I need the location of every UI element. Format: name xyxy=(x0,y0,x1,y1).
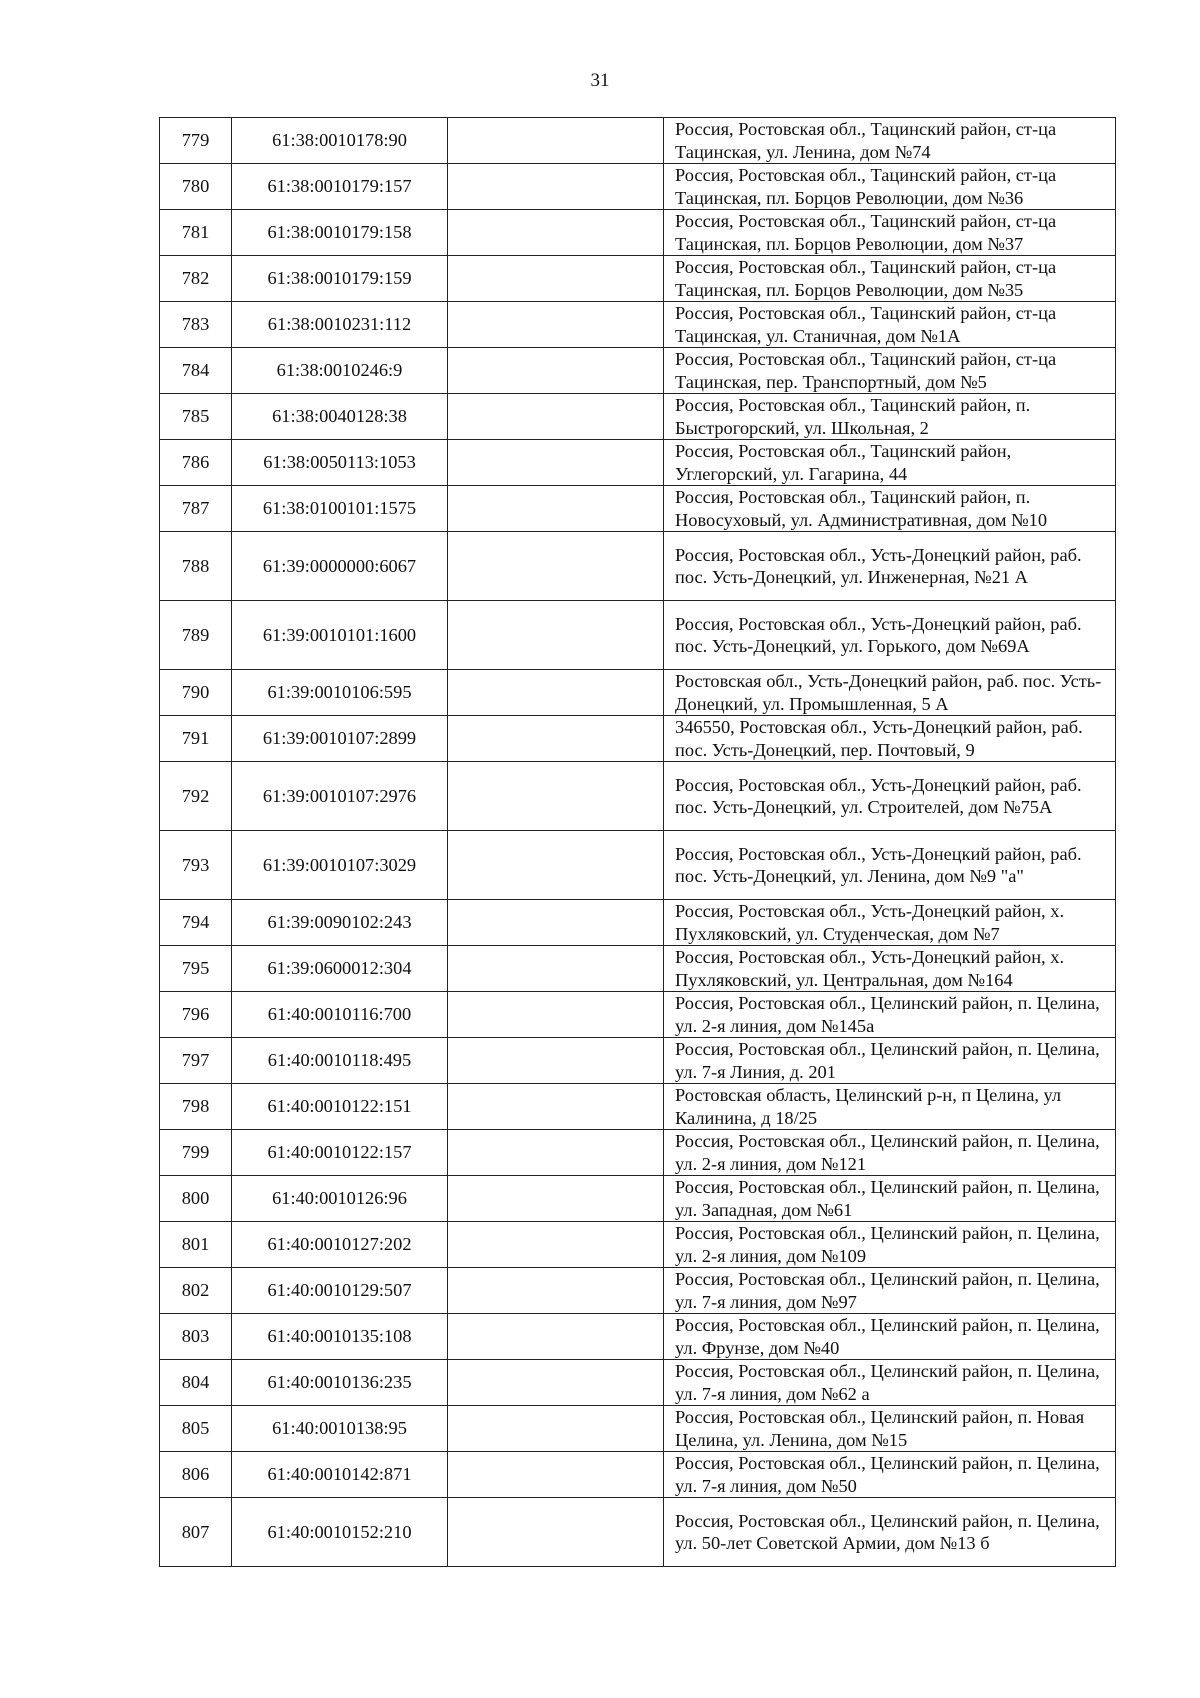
address: Россия, Ростовская обл., Целинский район, п. Целина, ул. 7-я линия, дом №97 xyxy=(664,1268,1116,1314)
row-number: 799 xyxy=(160,1130,232,1176)
address: Россия, Ростовская обл., Целинский район, п. Целина, ул. 7-я линия, дом №62 а xyxy=(664,1360,1116,1406)
empty-cell xyxy=(448,946,664,992)
row-number: 807 xyxy=(160,1498,232,1567)
cadastral-number: 61:40:0010136:235 xyxy=(232,1360,448,1406)
address: Россия, Ростовская обл., Целинский район, п. Целина, ул. 7-я Линия, д. 201 xyxy=(664,1038,1116,1084)
cadastral-number: 61:39:0600012:304 xyxy=(232,946,448,992)
cadastral-number: 61:40:0010118:495 xyxy=(232,1038,448,1084)
empty-cell xyxy=(448,164,664,210)
cadastral-number: 61:40:0010142:871 xyxy=(232,1452,448,1498)
address: Россия, Ростовская обл., Тацинский район, ст-ца Тацинская, пл. Борцов Революции, дом №37 xyxy=(664,210,1116,256)
table-row xyxy=(160,256,1116,302)
row-number: 796 xyxy=(160,992,232,1038)
registry-body xyxy=(160,118,1116,1567)
empty-cell xyxy=(448,1268,664,1314)
empty-cell xyxy=(448,992,664,1038)
empty-cell xyxy=(448,440,664,486)
cadastral-number: 61:38:0050113:1053 xyxy=(232,440,448,486)
cadastral-number: 61:40:0010129:507 xyxy=(232,1268,448,1314)
row-number: 793 xyxy=(160,831,232,900)
table-row xyxy=(160,532,1116,601)
row-number: 797 xyxy=(160,1038,232,1084)
cadastral-number: 61:38:0010179:157 xyxy=(232,164,448,210)
address: Ростовская область, Целинский р-н, п Целина, ул Калинина, д 18/25 xyxy=(664,1084,1116,1130)
row-number: 789 xyxy=(160,601,232,670)
row-number: 803 xyxy=(160,1314,232,1360)
address: Россия, Ростовская обл., Тацинский район, п. Быстрогорский, ул. Школьная, 2 xyxy=(664,394,1116,440)
empty-cell xyxy=(448,302,664,348)
row-number: 794 xyxy=(160,900,232,946)
address: 346550, Ростовская обл., Усть-Донецкий район, раб. пос. Усть-Донецкий, пер. Почтовый, 9 xyxy=(664,716,1116,762)
cadastral-number: 61:40:0010116:700 xyxy=(232,992,448,1038)
empty-cell xyxy=(448,831,664,900)
empty-cell xyxy=(448,1176,664,1222)
row-number: 802 xyxy=(160,1268,232,1314)
row-number: 804 xyxy=(160,1360,232,1406)
cadastral-number: 61:40:0010138:95 xyxy=(232,1406,448,1452)
empty-cell xyxy=(448,256,664,302)
address: Россия, Ростовская обл., Тацинский район, ст-ца Тацинская, ул. Ленина, дом №74 xyxy=(664,118,1116,164)
address: Ростовская обл., Усть-Донецкий район, раб. пос. Усть-Донецкий, ул. Промышленная, 5 А xyxy=(664,670,1116,716)
address: Россия, Ростовская обл., Усть-Донецкий район, раб. пос. Усть-Донецкий, ул. Ленина, дом №9 "а" xyxy=(664,831,1116,900)
empty-cell xyxy=(448,210,664,256)
address: Россия, Ростовская обл., Целинский район, п. Целина, ул. Западная, дом №61 xyxy=(664,1176,1116,1222)
address: Россия, Ростовская обл., Целинский район, п. Целина, ул. 7-я линия, дом №50 xyxy=(664,1452,1116,1498)
row-number: 781 xyxy=(160,210,232,256)
empty-cell xyxy=(448,1038,664,1084)
cadastral-number: 61:40:0010122:157 xyxy=(232,1130,448,1176)
address: Россия, Ростовская обл., Целинский район, п. Целина, ул. 2-я линия, дом №121 xyxy=(664,1130,1116,1176)
cadastral-number: 61:40:0010127:202 xyxy=(232,1222,448,1268)
cadastral-number: 61:40:0010135:108 xyxy=(232,1314,448,1360)
table-row xyxy=(160,1268,1116,1314)
address: Россия, Ростовская обл., Целинский район, п. Целина, ул. 2-я линия, дом №145а xyxy=(664,992,1116,1038)
address: Россия, Ростовская обл., Усть-Донецкий район, раб. пос. Усть-Донецкий, ул. Горького, дом №69А xyxy=(664,601,1116,670)
cadastral-number: 61:39:0000000:6067 xyxy=(232,532,448,601)
row-number: 782 xyxy=(160,256,232,302)
cadastral-number: 61:38:0010179:158 xyxy=(232,210,448,256)
table-row xyxy=(160,1498,1116,1567)
table-row xyxy=(160,601,1116,670)
row-number: 784 xyxy=(160,348,232,394)
table-row xyxy=(160,670,1116,716)
row-number: 792 xyxy=(160,762,232,831)
table-row xyxy=(160,1314,1116,1360)
cadastral-number: 61:38:0100101:1575 xyxy=(232,486,448,532)
empty-cell xyxy=(448,1360,664,1406)
table-row xyxy=(160,716,1116,762)
address: Россия, Ростовская обл., Усть-Донецкий район, раб. пос. Усть-Донецкий, ул. Инженерная, №21 А xyxy=(664,532,1116,601)
table-row xyxy=(160,900,1116,946)
cadastral-number: 61:39:0010106:595 xyxy=(232,670,448,716)
table-row xyxy=(160,1222,1116,1268)
cadastral-number: 61:39:0090102:243 xyxy=(232,900,448,946)
cadastral-number: 61:40:0010122:151 xyxy=(232,1084,448,1130)
empty-cell xyxy=(448,486,664,532)
cadastral-number: 61:39:0010107:2976 xyxy=(232,762,448,831)
table-row xyxy=(160,118,1116,164)
row-number: 788 xyxy=(160,532,232,601)
row-number: 787 xyxy=(160,486,232,532)
empty-cell xyxy=(448,1406,664,1452)
table-row xyxy=(160,302,1116,348)
cadastral-number: 61:38:0010231:112 xyxy=(232,302,448,348)
empty-cell xyxy=(448,1452,664,1498)
address: Россия, Ростовская обл., Целинский район, п. Целина, ул. Фрунзе, дом №40 xyxy=(664,1314,1116,1360)
row-number: 795 xyxy=(160,946,232,992)
table-row xyxy=(160,946,1116,992)
table-row xyxy=(160,440,1116,486)
row-number: 785 xyxy=(160,394,232,440)
address: Россия, Ростовская обл., Тацинский район, ст-ца Тацинская, пл. Борцов Революции, дом №36 xyxy=(664,164,1116,210)
empty-cell xyxy=(448,762,664,831)
row-number: 791 xyxy=(160,716,232,762)
empty-cell xyxy=(448,118,664,164)
cadastral-number: 61:39:0010101:1600 xyxy=(232,601,448,670)
empty-cell xyxy=(448,348,664,394)
row-number: 798 xyxy=(160,1084,232,1130)
row-number: 790 xyxy=(160,670,232,716)
cadastral-number: 61:38:0010179:159 xyxy=(232,256,448,302)
address: Россия, Ростовская обл., Тацинский район, Углегорский, ул. Гагарина, 44 xyxy=(664,440,1116,486)
address: Россия, Ростовская обл., Усть-Донецкий район, раб. пос. Усть-Донецкий, ул. Строителей, дом №75А xyxy=(664,762,1116,831)
address: Россия, Ростовская обл., Тацинский район, ст-ца Тацинская, пл. Борцов Революции, дом №35 xyxy=(664,256,1116,302)
empty-cell xyxy=(448,670,664,716)
table-row xyxy=(160,1406,1116,1452)
table-row xyxy=(160,210,1116,256)
row-number: 801 xyxy=(160,1222,232,1268)
empty-cell xyxy=(448,394,664,440)
table-row xyxy=(160,1176,1116,1222)
address: Россия, Ростовская обл., Целинский район, п. Целина, ул. 50-лет Советской Армии, дом №13 б xyxy=(664,1498,1116,1567)
cadastral-number: 61:39:0010107:3029 xyxy=(232,831,448,900)
row-number: 780 xyxy=(160,164,232,210)
empty-cell xyxy=(448,900,664,946)
address: Россия, Ростовская обл., Целинский район, п. Новая Целина, ул. Ленина, дом №15 xyxy=(664,1406,1116,1452)
address: Россия, Ростовская обл., Тацинский район, ст-ца Тацинская, пер. Транспортный, дом №5 xyxy=(664,348,1116,394)
cadastral-number: 61:38:0010178:90 xyxy=(232,118,448,164)
row-number: 783 xyxy=(160,302,232,348)
empty-cell xyxy=(448,1130,664,1176)
table-row xyxy=(160,1452,1116,1498)
row-number: 805 xyxy=(160,1406,232,1452)
address: Россия, Ростовская обл., Тацинский район, п. Новосуховый, ул. Административная, дом №10 xyxy=(664,486,1116,532)
address: Россия, Ростовская обл., Целинский район, п. Целина, ул. 2-я линия, дом №109 xyxy=(664,1222,1116,1268)
cadastral-number: 61:38:0010246:9 xyxy=(232,348,448,394)
cadastral-number: 61:39:0010107:2899 xyxy=(232,716,448,762)
row-number: 800 xyxy=(160,1176,232,1222)
empty-cell xyxy=(448,1314,664,1360)
address: Россия, Ростовская обл., Тацинский район, ст-ца Тацинская, ул. Станичная, дом №1А xyxy=(664,302,1116,348)
empty-cell xyxy=(448,716,664,762)
empty-cell xyxy=(448,1084,664,1130)
table-row xyxy=(160,1084,1116,1130)
cadastral-number: 61:40:0010126:96 xyxy=(232,1176,448,1222)
table-row xyxy=(160,486,1116,532)
table-row xyxy=(160,992,1116,1038)
row-number: 779 xyxy=(160,118,232,164)
table-row xyxy=(160,831,1116,900)
row-number: 806 xyxy=(160,1452,232,1498)
table-row xyxy=(160,164,1116,210)
empty-cell xyxy=(448,1498,664,1567)
address: Россия, Ростовская обл., Усть-Донецкий район, х. Пухляковский, ул. Студенческая, дом №7 xyxy=(664,900,1116,946)
table-row xyxy=(160,762,1116,831)
empty-cell xyxy=(448,532,664,601)
cadastral-number: 61:40:0010152:210 xyxy=(232,1498,448,1567)
empty-cell xyxy=(448,1222,664,1268)
page-number: 31 xyxy=(590,70,610,91)
table-row xyxy=(160,1038,1116,1084)
property-registry-table xyxy=(159,117,1116,1567)
table-row xyxy=(160,394,1116,440)
table-row xyxy=(160,348,1116,394)
empty-cell xyxy=(448,601,664,670)
address: Россия, Ростовская обл., Усть-Донецкий район, х. Пухляковский, ул. Центральная, дом №164 xyxy=(664,946,1116,992)
table-row xyxy=(160,1130,1116,1176)
cadastral-number: 61:38:0040128:38 xyxy=(232,394,448,440)
table-row xyxy=(160,1360,1116,1406)
row-number: 786 xyxy=(160,440,232,486)
